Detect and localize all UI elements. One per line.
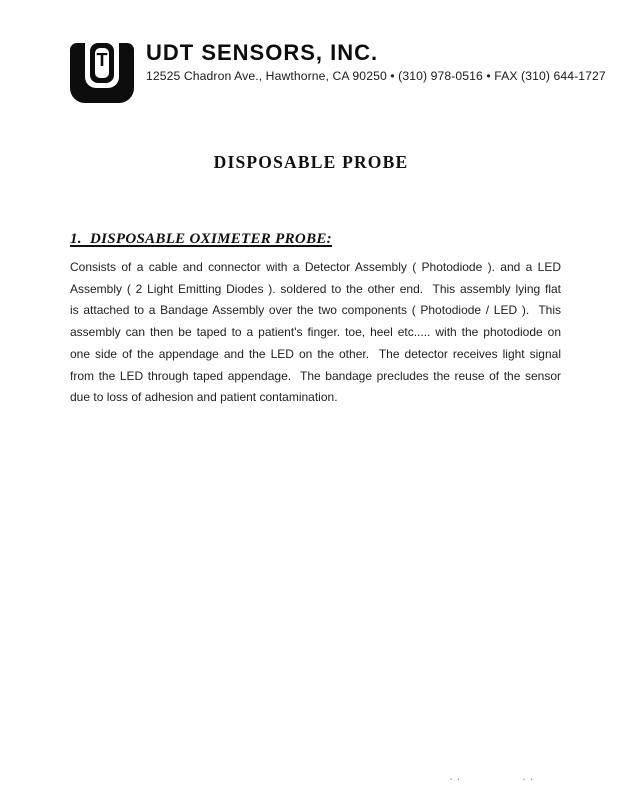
paragraph-line: Assembly ( 2 Light Emitting Diodes ). soldered to the other end. This assembly lying flat [70, 281, 561, 296]
company-address-line: 12525 Chadron Ave., Hawthorne, CA 90250 • (310) 978-0516 • FAX (310) 644-1727 [146, 69, 606, 83]
company-name: UDT SENSORS, INC. [146, 40, 379, 65]
udt-logo [70, 43, 134, 103]
paragraph-line: one side of the appendage and the LED on the other. The detector receives light signal [70, 346, 561, 361]
logo-letter-t: T [96, 50, 108, 70]
paragraph-line: Consists of a cable and connector with a Detector Assembly ( Photodiode ). and a LED [70, 260, 561, 274]
paragraph-line: from the LED through taped appendage. The bandage precludes the reuse of the sensor [70, 368, 561, 383]
document-title: DISPOSABLE PROBE [213, 152, 409, 172]
section-heading: 1. DISPOSABLE OXIMETER PROBE: [70, 231, 332, 247]
scan-artifact-dots: .. [521, 772, 537, 783]
paragraph-line: due to loss of adhesion and patient contamination. [70, 390, 338, 405]
body-paragraph [70, 257, 561, 409]
logo-ring-interior [95, 48, 109, 78]
scan-artifact-dots: .. [448, 772, 464, 783]
paragraph-line: assembly can then be taped to a patient's finger. toe, heel etc..... with the photodiode on [70, 325, 561, 340]
paragraph-line: is attached to a Bandage Assembly over the two components ( Photodiode / LED ). This [70, 303, 561, 318]
